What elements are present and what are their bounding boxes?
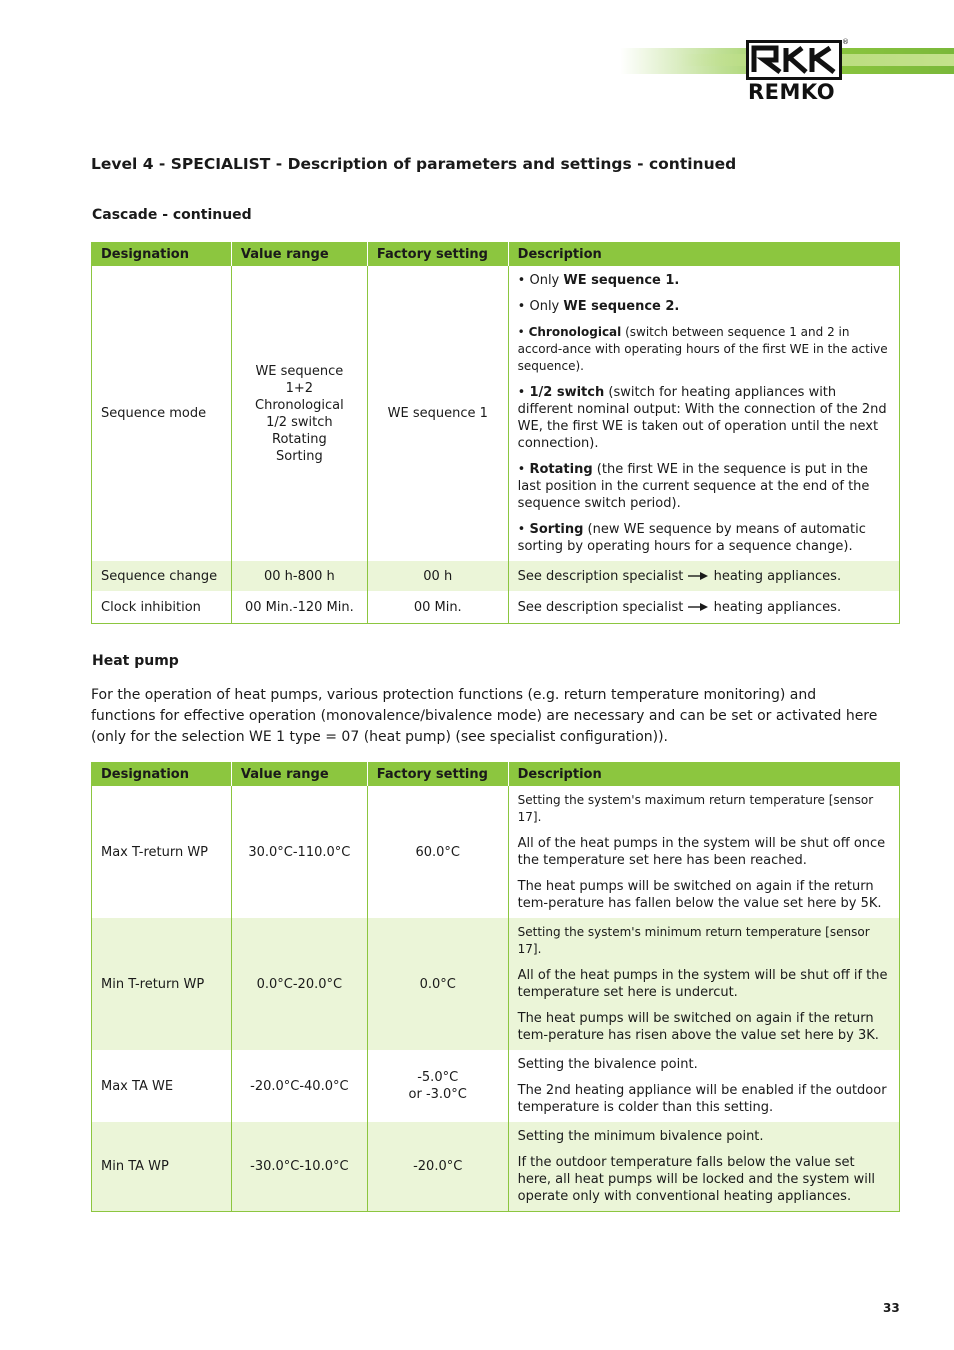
range-option: Chronological	[255, 397, 344, 413]
description-cell	[508, 561, 899, 591]
heat-pump-table	[91, 762, 900, 1212]
description-text: (switch between sequence 1 and 2 in accord-ance with operating hours of the first WE in the active sequence).	[517, 325, 888, 373]
value-range-cell	[231, 266, 367, 561]
column-header: Designation	[92, 763, 232, 787]
range-option: 1/2 switch	[266, 414, 333, 430]
description-item: • Rotating (the first WE in the sequence is put in the last position in the current sequence at the end of the sequence switch period).	[517, 462, 870, 511]
description-item: • Chronological (switch between sequence 1 and 2 in accord-ance with operating hours of the first WE in the active sequence).	[517, 325, 888, 373]
description-item	[518, 298, 890, 315]
factory-setting-cell: -20.0°C	[367, 1122, 508, 1212]
arrow-right-icon	[687, 599, 709, 616]
description-option: 1/2 switch	[529, 385, 605, 400]
designation-cell: Min T-return WP	[92, 918, 232, 1050]
description-paragraph: Setting the system's maximum return temperature [sensor 17].	[517, 793, 874, 824]
logo-symbol-icon	[750, 44, 838, 76]
designation-cell: Sequence mode	[101, 406, 207, 421]
description-paragraph: Setting the bivalence point.	[517, 1057, 698, 1072]
description-text: • Only	[517, 299, 564, 314]
description-text: • Only	[517, 273, 564, 288]
description-text: (the first WE in the sequence is put in the last position in the current sequence at the end of the sequence switch period).	[517, 462, 870, 511]
designation-cell: Sequence change	[92, 561, 232, 591]
description-text: heating appliances.	[713, 568, 842, 584]
description-item: • Sorting (new WE sequence by means of automatic sorting by operating hours for a sequence change).	[517, 522, 866, 554]
description-option: Sorting	[529, 522, 584, 537]
remko-logo	[744, 38, 849, 104]
table-row	[92, 266, 900, 561]
remko-logo-mark	[746, 40, 842, 80]
description-cell	[508, 1050, 899, 1122]
heat-pump-intro: For the operation of heat pumps, various protection functions (e.g. return temperature monitoring) and functions for effective operation (monovalence/bivalence mode) are necessary and can be set or activated here (only for the selection WE 1 type = 07 (heat pump) (see specialist configuration)).	[91, 687, 878, 745]
description-cell	[508, 786, 899, 918]
description-text: (switch for heating appliances with different nominal output: With the connection of the 2nd WE, the first WE is taken out of operation until the next connection).	[517, 385, 887, 451]
table-row	[92, 591, 900, 624]
description-paragraph: Setting the system's minimum return temperature [sensor 17].	[517, 925, 870, 956]
designation-cell: Max TA WE	[101, 1078, 174, 1094]
description-paragraph: All of the heat pumps in the system will be shut off if the temperature set here is undercut.	[517, 968, 888, 1000]
range-option: WE sequence 1+2	[255, 363, 344, 396]
table-header-row	[92, 243, 900, 267]
description-text: See description specialist	[517, 568, 684, 584]
table-header-row	[92, 763, 900, 787]
description-text: See description specialist	[517, 599, 684, 615]
description-paragraph: Setting the minimum bivalence point.	[517, 1129, 764, 1144]
description-item: • 1/2 switch (switch for heating appliances with different nominal output: With the connection of the 2nd WE, the first WE is taken out of operation until the next connection).	[517, 385, 887, 451]
factory-value: or -3.0°C	[408, 1087, 467, 1102]
factory-setting-cell	[367, 1050, 508, 1122]
table-row	[92, 1122, 900, 1212]
value-range-cell: 30.0°C-110.0°C	[231, 786, 367, 918]
column-header: Description	[508, 243, 899, 267]
description-text: (new WE sequence by means of automatic sorting by operating hours for a sequence change).	[517, 522, 866, 554]
factory-setting-cell: 0.0°C	[367, 918, 508, 1050]
column-header: Factory setting	[367, 243, 508, 267]
description-cell	[508, 1122, 899, 1212]
cascade-table	[91, 242, 900, 624]
value-range-cell: 00 h-800 h	[231, 561, 367, 591]
factory-setting-cell: WE sequence 1	[367, 266, 508, 561]
description-cell	[508, 591, 899, 624]
description-item	[518, 272, 890, 289]
table-row	[92, 561, 900, 591]
table-row	[92, 918, 900, 1050]
column-header: Value range	[231, 763, 367, 787]
value-range-cell: -30.0°C-10.0°C	[231, 1122, 367, 1212]
value-range-cell: 00 Min.-120 Min.	[231, 591, 367, 624]
description-paragraph: The heat pumps will be switched on again if the return tem-perature has risen above the value set here by 3K.	[517, 1011, 879, 1043]
page-title: Level 4 - SPECIALIST - Description of parameters and settings - continued	[91, 155, 737, 173]
logo-wordmark: REMKO	[748, 80, 836, 104]
description-cell	[508, 266, 899, 561]
factory-value: -5.0°C	[417, 1070, 459, 1085]
table-row	[92, 786, 900, 918]
description-paragraph: The 2nd heating appliance will be enabled if the outdoor temperature is colder than this setting.	[517, 1083, 887, 1115]
column-header: Value range	[231, 243, 367, 267]
description-option: WE sequence 1.	[563, 273, 680, 288]
description-paragraph: The heat pumps will be switched on again if the return tem-perature has fallen below the value set here by 5K.	[517, 879, 882, 911]
column-header: Designation	[92, 243, 232, 267]
factory-setting-cell: 60.0°C	[367, 786, 508, 918]
arrow-right-icon	[687, 568, 709, 585]
description-paragraph: All of the heat pumps in the system will be shut off once the temperature set here has been reached.	[517, 836, 886, 868]
factory-setting-cell: 00 h	[367, 561, 508, 591]
description-option: Rotating	[529, 462, 593, 477]
designation-cell: Min TA WP	[92, 1122, 232, 1212]
page-number: 33	[883, 1301, 900, 1315]
registered-mark: ®	[842, 38, 849, 46]
column-header: Description	[508, 763, 899, 787]
factory-setting-cell: 00 Min.	[367, 591, 508, 624]
description-cell	[508, 918, 899, 1050]
value-range-cell: 0.0°C-20.0°C	[231, 918, 367, 1050]
column-header: Factory setting	[367, 763, 508, 787]
value-range-cell: -20.0°C-40.0°C	[231, 1050, 367, 1122]
description-paragraph: If the outdoor temperature falls below the value set here, all heat pumps will be locked and the system will operate only with conventional heating appliances.	[517, 1155, 876, 1204]
designation-cell: Max T-return WP	[101, 844, 209, 860]
description-option: WE sequence 2.	[563, 299, 680, 314]
cascade-section-title: Cascade - continued	[92, 207, 252, 223]
heat-pump-section-title: Heat pump	[92, 653, 179, 669]
table-row	[92, 1050, 900, 1122]
description-option: Chronological	[528, 325, 622, 339]
range-option: Rotating	[272, 431, 327, 447]
range-option: Sorting	[275, 448, 323, 464]
designation-cell: Clock inhibition	[101, 599, 201, 615]
description-text: heating appliances.	[713, 599, 842, 615]
